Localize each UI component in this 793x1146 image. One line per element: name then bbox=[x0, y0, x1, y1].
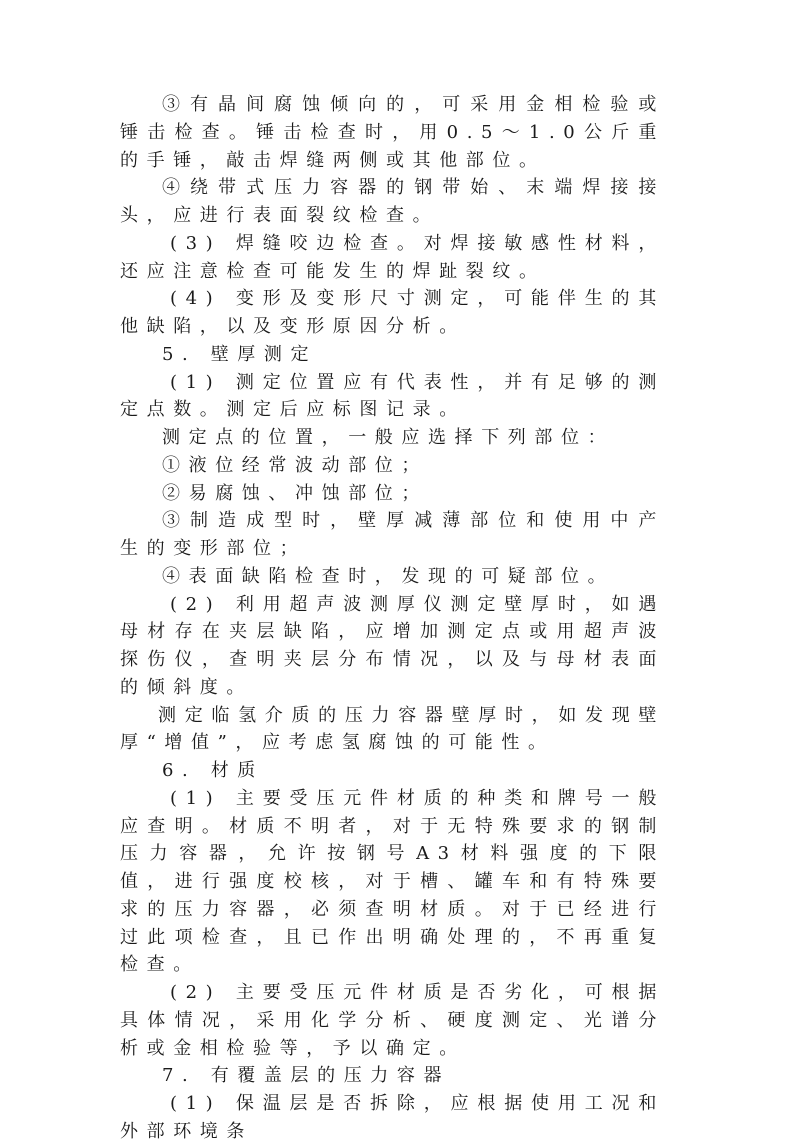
paragraph-intergranular-corrosion: ③有晶间腐蚀倾向的，可采用金相检验或锤击检查。锤击检查时，用0.5～1.0公斤重的手锤，敲击焊缝两侧或其他部位。 bbox=[120, 94, 665, 171]
list-item-suspicious: ④表面缺陷检查时，发现的可疑部位。 bbox=[162, 565, 615, 587]
section-heading-wall-thickness: 5. 壁厚测定 bbox=[162, 343, 318, 365]
paragraph-undercut-check: (3) 焊缝咬边检查。对焊接敏感性材料，还应注意检查可能发生的焊趾裂纹。 bbox=[120, 232, 665, 282]
list-item-thinning: ③制造成型时，壁厚减薄部位和使用中产生的变形部位； bbox=[120, 510, 665, 559]
paragraph-measure-points-intro: 测定点的位置，一般应选择下列部位： bbox=[162, 427, 615, 448]
paragraph-ultrasonic: (2) 利用超声波测厚仪测定壁厚时，如遇母材存在夹层缺陷，应增加测定点或用超声波探伤仪，查明夹层分布情况，以及与母材表面的倾斜度。 bbox=[120, 593, 665, 698]
document-page bbox=[120, 91, 665, 1146]
paragraph-hydrogen: 测定临氢介质的压力容器壁厚时，如发现壁厚“增值”，应考虑氢腐蚀的可能性。 bbox=[120, 704, 665, 754]
paragraph-measure-location: (1) 测定位置应有代表性，并有足够的测定点数。测定后应标图记录。 bbox=[120, 371, 665, 421]
list-item-corrosion: ②易腐蚀、冲蚀部位； bbox=[162, 482, 428, 504]
paragraph-band-wound-vessel: ④绕带式压力容器的钢带始、末端焊接接头，应进行表面裂纹检查。 bbox=[120, 177, 665, 226]
paragraph-deformation: (4) 变形及变形尺寸测定，可能伴生的其他缺陷，以及变形原因分析。 bbox=[120, 288, 665, 337]
section-heading-covered-vessel: 7. 有覆盖层的压力容器 bbox=[162, 1065, 451, 1087]
paragraph-material-type: (1) 主要受压元件材质的种类和牌号一般应查明。材质不明者，对于无特殊要求的钢制压力容器，允许按钢号A3材料强度的下限值，进行强度校核，对于槽、罐车和有特殊要求的压力容器，必须查明材质。对于已经进行过此项检查，且已作出明确处理的，不再重复检查。 bbox=[120, 787, 665, 976]
list-item-liquid-level: ①液位经常波动部位； bbox=[162, 454, 428, 476]
paragraph-insulation: (1) 保温层是否拆除，应根据使用工况和外部环境条 bbox=[120, 1093, 665, 1142]
paragraph-material-degradation: (2) 主要受压元件材质是否劣化，可根据具体情况，采用化学分析、硬度测定、光谱分析或金相检验等，予以确定。 bbox=[120, 982, 665, 1059]
section-heading-material: 6. 材质 bbox=[162, 760, 264, 781]
